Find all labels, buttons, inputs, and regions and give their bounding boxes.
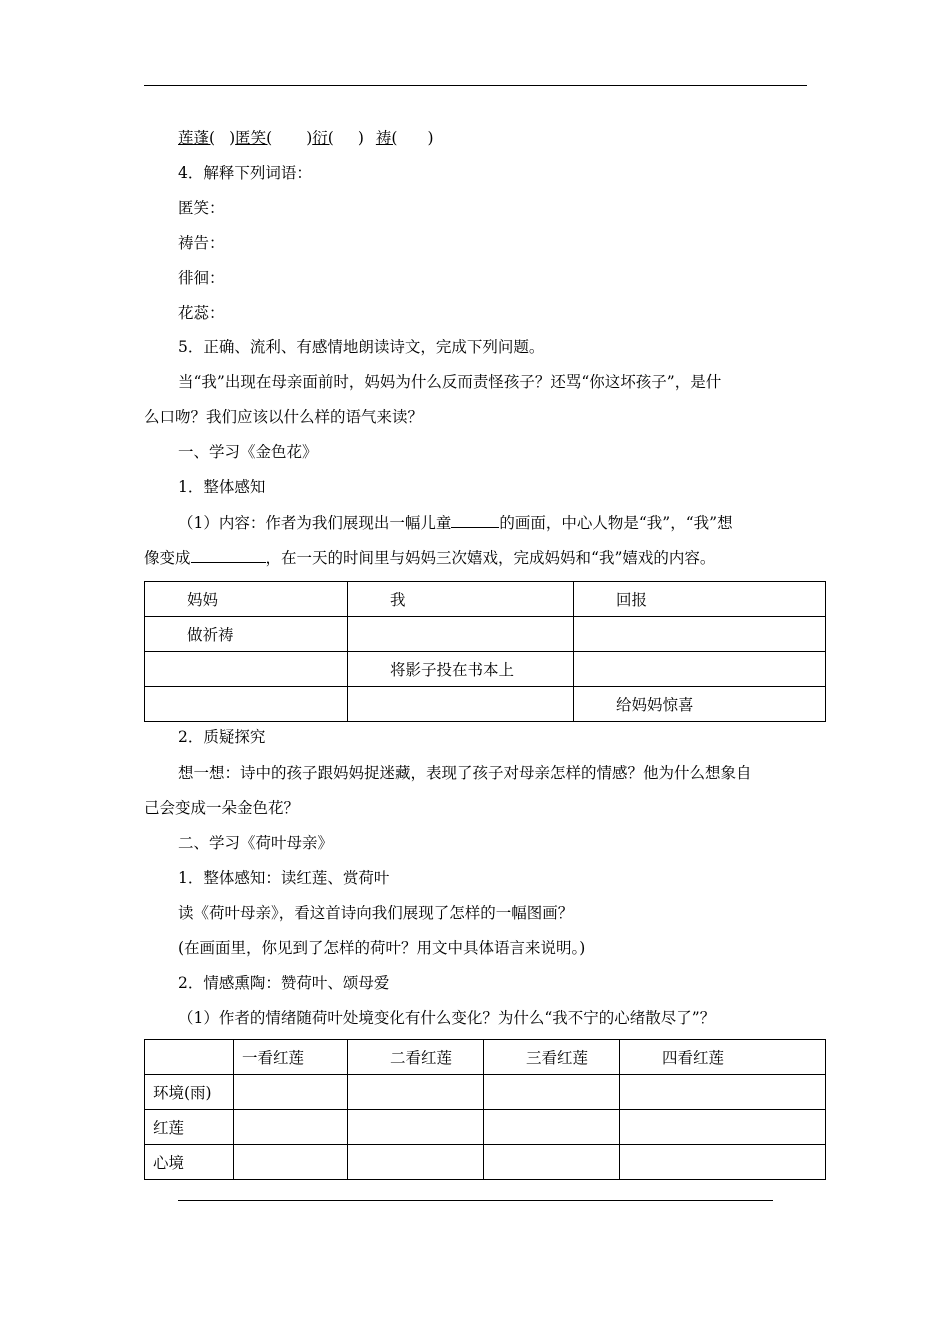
table-cell	[145, 687, 348, 722]
part2-s2-q1: （1）作者的情绪随荷叶处境变化有什么变化？为什么“我不宁的心绪散尽了”？	[178, 1009, 716, 1027]
table-cell	[234, 1145, 348, 1180]
table-cell	[620, 1110, 826, 1145]
blank-become	[191, 547, 266, 563]
table-cell	[348, 1110, 484, 1145]
q4-item-nixiao: 匿笑：	[178, 199, 225, 217]
row-label-mood: 心境	[145, 1145, 234, 1180]
table-row	[145, 1075, 826, 1110]
table-cell: 将影子投在书本上	[348, 652, 574, 687]
table-cell	[574, 652, 826, 687]
table-cell	[484, 1145, 620, 1180]
word-dao-close: )	[427, 129, 434, 147]
table-cell	[620, 1075, 826, 1110]
row-label-environment: 环境(雨)	[145, 1075, 234, 1110]
table-cell	[348, 617, 574, 652]
red-lotus-table	[144, 1039, 826, 1180]
part1-s2-line1: 想一想：诗中的孩子跟妈妈捉迷藏，表现了孩子对母亲怎样的情感？他为什么想象自	[178, 764, 752, 782]
part2-s1-line1: 读《荷叶母亲》，看这首诗向我们展现了怎样的一幅图画？	[178, 904, 574, 922]
q4-item-huarui: 花蕊：	[178, 304, 225, 322]
content-text-c: 像变成	[144, 549, 191, 567]
header-rule	[144, 85, 807, 86]
header-wo: 我	[348, 582, 574, 617]
part2-s1-heading: 1．整体感知：读红莲、赏荷叶	[178, 869, 390, 887]
q5-heading: 5．正确、流利、有感情地朗读诗文，完成下列问题。	[178, 338, 545, 356]
q4-item-paihuai: 徘徊：	[178, 269, 225, 287]
part1-content-line1	[178, 512, 733, 533]
part2-title: 二、学习《荷叶母亲》	[178, 834, 334, 852]
table-row	[145, 617, 826, 652]
table-header-row	[145, 582, 826, 617]
table-cell	[145, 652, 348, 687]
q5-para-line2: 么口吻？我们应该以什么样的语气来读？	[144, 408, 424, 426]
footer-rule	[178, 1200, 773, 1201]
table-cell	[348, 687, 574, 722]
word-lianpeng: 莲蓬(	[178, 129, 216, 147]
content-text-b: 的画面，中心人物是“我”，“我”想	[499, 514, 733, 532]
header-look2: 二看红莲	[348, 1040, 484, 1075]
content-text-d: ，在一天的时间里与妈妈三次嬉戏，完成妈妈和“我”嬉戏的内容。	[265, 549, 716, 567]
part1-content-line2	[144, 547, 715, 568]
part2-s1-line2: (在画面里，你见到了怎样的荷叶？用文中具体语言来说明。)	[178, 939, 586, 957]
part2-s2-heading: 2．情感熏陶：赞荷叶、颂母爱	[178, 974, 390, 992]
table-cell: 给妈妈惊喜	[574, 687, 826, 722]
word-nixiao: 匿笑(	[235, 129, 273, 147]
header-look3: 三看红莲	[484, 1040, 620, 1075]
part1-s2-heading: 2．质疑探究	[178, 728, 266, 746]
word-yan: 衍(	[312, 129, 334, 147]
header-empty	[145, 1040, 234, 1075]
table-cell	[234, 1075, 348, 1110]
word-lianpeng-close: )	[229, 129, 236, 147]
table-row	[145, 687, 826, 722]
blank-childhood	[451, 512, 499, 528]
part1-title: 一、学习《金色花》	[178, 443, 318, 461]
part1-s1-heading: 1．整体感知	[178, 478, 266, 496]
table-cell	[348, 1075, 484, 1110]
table-cell	[234, 1110, 348, 1145]
header-huibao: 回报	[574, 582, 826, 617]
table-cell	[574, 617, 826, 652]
table-cell	[484, 1110, 620, 1145]
row-label-red-lotus: 红莲	[145, 1110, 234, 1145]
word-yan-close: )	[357, 129, 364, 147]
table-cell	[620, 1145, 826, 1180]
pinyin-line	[178, 128, 434, 148]
header-look1: 一看红莲	[234, 1040, 348, 1075]
table-cell: 做祈祷	[145, 617, 348, 652]
q4-item-daogao: 祷告：	[178, 234, 225, 252]
header-mama: 妈妈	[145, 582, 348, 617]
header-look4: 四看红莲	[620, 1040, 826, 1075]
table-cell	[348, 1145, 484, 1180]
q4-heading: 4．解释下列词语：	[178, 164, 312, 182]
content-text-a: （1）内容：作者为我们展现出一幅儿童	[178, 514, 452, 532]
q5-para-line1: 当“我”出现在母亲面前时，妈妈为什么反而责怪孩子？还骂“你这坏孩子”，是什	[178, 373, 722, 391]
part1-s2-line2: 己会变成一朵金色花？	[144, 799, 300, 817]
table-row	[145, 1145, 826, 1180]
table-row	[145, 1110, 826, 1145]
word-dao: 祷(	[375, 129, 398, 147]
word-nixiao-close: )	[306, 129, 313, 147]
table-cell	[484, 1075, 620, 1110]
table-row	[145, 652, 826, 687]
play-table	[144, 581, 826, 722]
table-header-row	[145, 1040, 826, 1075]
